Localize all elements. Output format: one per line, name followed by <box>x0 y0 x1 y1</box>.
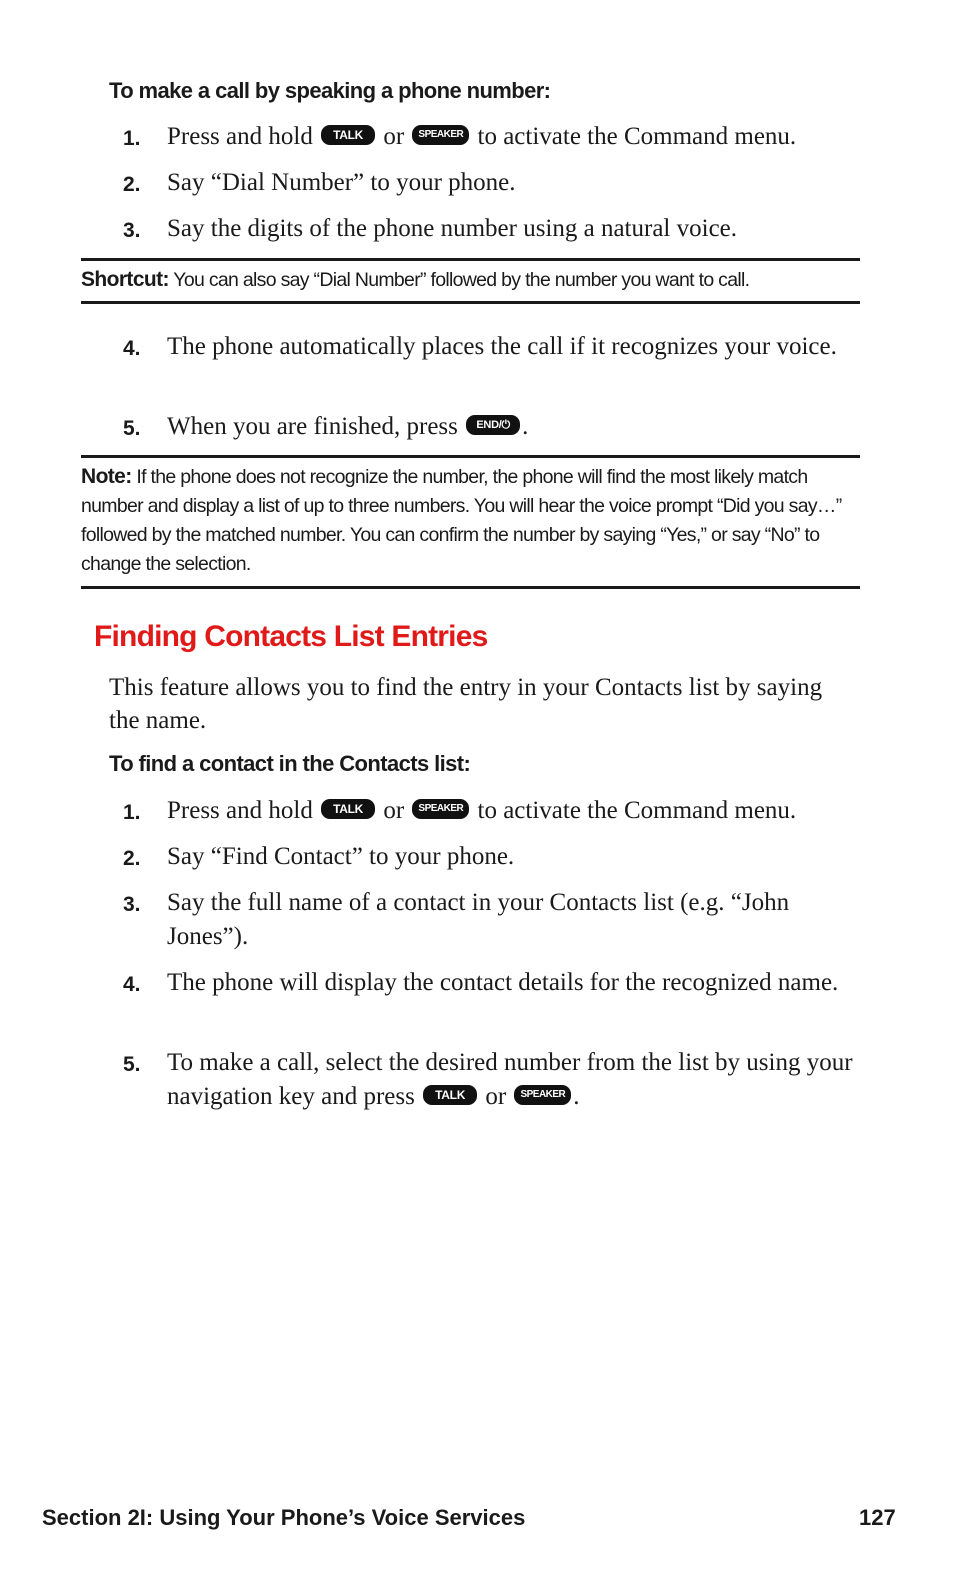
subhead-find-contact: To find a contact in the Contacts list: <box>109 751 471 776</box>
step-number: 4. <box>123 337 141 360</box>
step-text: Say “Dial Number” to your phone. <box>167 169 516 196</box>
step-text: When you are finished, press <box>167 413 458 440</box>
step-text-or: or <box>383 123 405 150</box>
step-number: 1. <box>123 801 141 824</box>
step-text: . <box>522 413 529 440</box>
footer-page-number: 127 <box>859 1505 896 1530</box>
step-text: Say the digits of the phone number using a natural voice. <box>167 215 738 242</box>
step-number: 3. <box>123 219 141 242</box>
step-text: Press and hold <box>167 797 313 824</box>
talk-key-icon: TALK <box>321 799 375 819</box>
subhead-call-by-number: To make a call by speaking a phone number: <box>109 78 551 103</box>
footer-section-title: Section 2I: Using Your Phone’s Voice Services <box>42 1505 526 1530</box>
step-text: Say “Find Contact” to your phone. <box>167 843 515 870</box>
step-text: The phone will display the contact details for the recognized name. <box>167 969 839 996</box>
step-number: 3. <box>123 893 141 916</box>
speaker-key-icon: SPEAKER <box>514 1085 571 1105</box>
step-number: 4. <box>123 973 141 996</box>
note-label: Note: <box>81 465 132 488</box>
step-number: 5. <box>123 1053 141 1076</box>
step-number: 5. <box>123 417 141 440</box>
step-number: 2. <box>123 173 141 196</box>
divider-rule <box>81 301 860 304</box>
step-text: to activate the Command menu. <box>477 797 797 824</box>
step-number: 2. <box>123 847 141 870</box>
step-text: To make a call, select the desired number from the list by using your navigation key and press <box>167 1049 853 1110</box>
step-text-or: or <box>383 797 405 824</box>
shortcut-callout <box>81 265 860 295</box>
step-text: Say the full name of a contact in your Contacts list (e.g. “John Jones”). <box>167 889 790 950</box>
divider-rule <box>81 258 860 261</box>
talk-key-icon: TALK <box>321 125 375 145</box>
shortcut-label: Shortcut: <box>81 268 169 291</box>
divider-rule <box>81 586 860 589</box>
end-power-key-icon: END/⏻ <box>466 415 520 435</box>
intro-paragraph: This feature allows you to find the entry in your Contacts list by saying the name. <box>109 674 823 734</box>
shortcut-text: You can also say “Dial Number” followed by the number you want to call. <box>173 269 750 291</box>
step-text-or: or <box>485 1083 507 1110</box>
step-text: Press and hold <box>167 123 313 150</box>
speaker-key-icon: SPEAKER <box>412 799 469 819</box>
note-callout <box>81 462 860 579</box>
step-number: 1. <box>123 127 141 150</box>
step-text: to activate the Command menu. <box>477 123 797 150</box>
divider-rule <box>81 455 860 458</box>
note-text: If the phone does not recognize the number, the phone will find the most likely match number and display a list of up to three numbers. You will hear the voice prompt “Did you say…” followed by the matched number. You can confirm the number by saying “Yes,” or say “No” to change the selection. <box>81 466 842 575</box>
talk-key-icon: TALK <box>423 1085 477 1105</box>
section-title: Finding Contacts List Entries <box>94 620 488 653</box>
step-text: . <box>573 1083 580 1110</box>
step-text: The phone automatically places the call if it recognizes your voice. <box>167 333 837 360</box>
speaker-key-icon: SPEAKER <box>412 125 469 145</box>
